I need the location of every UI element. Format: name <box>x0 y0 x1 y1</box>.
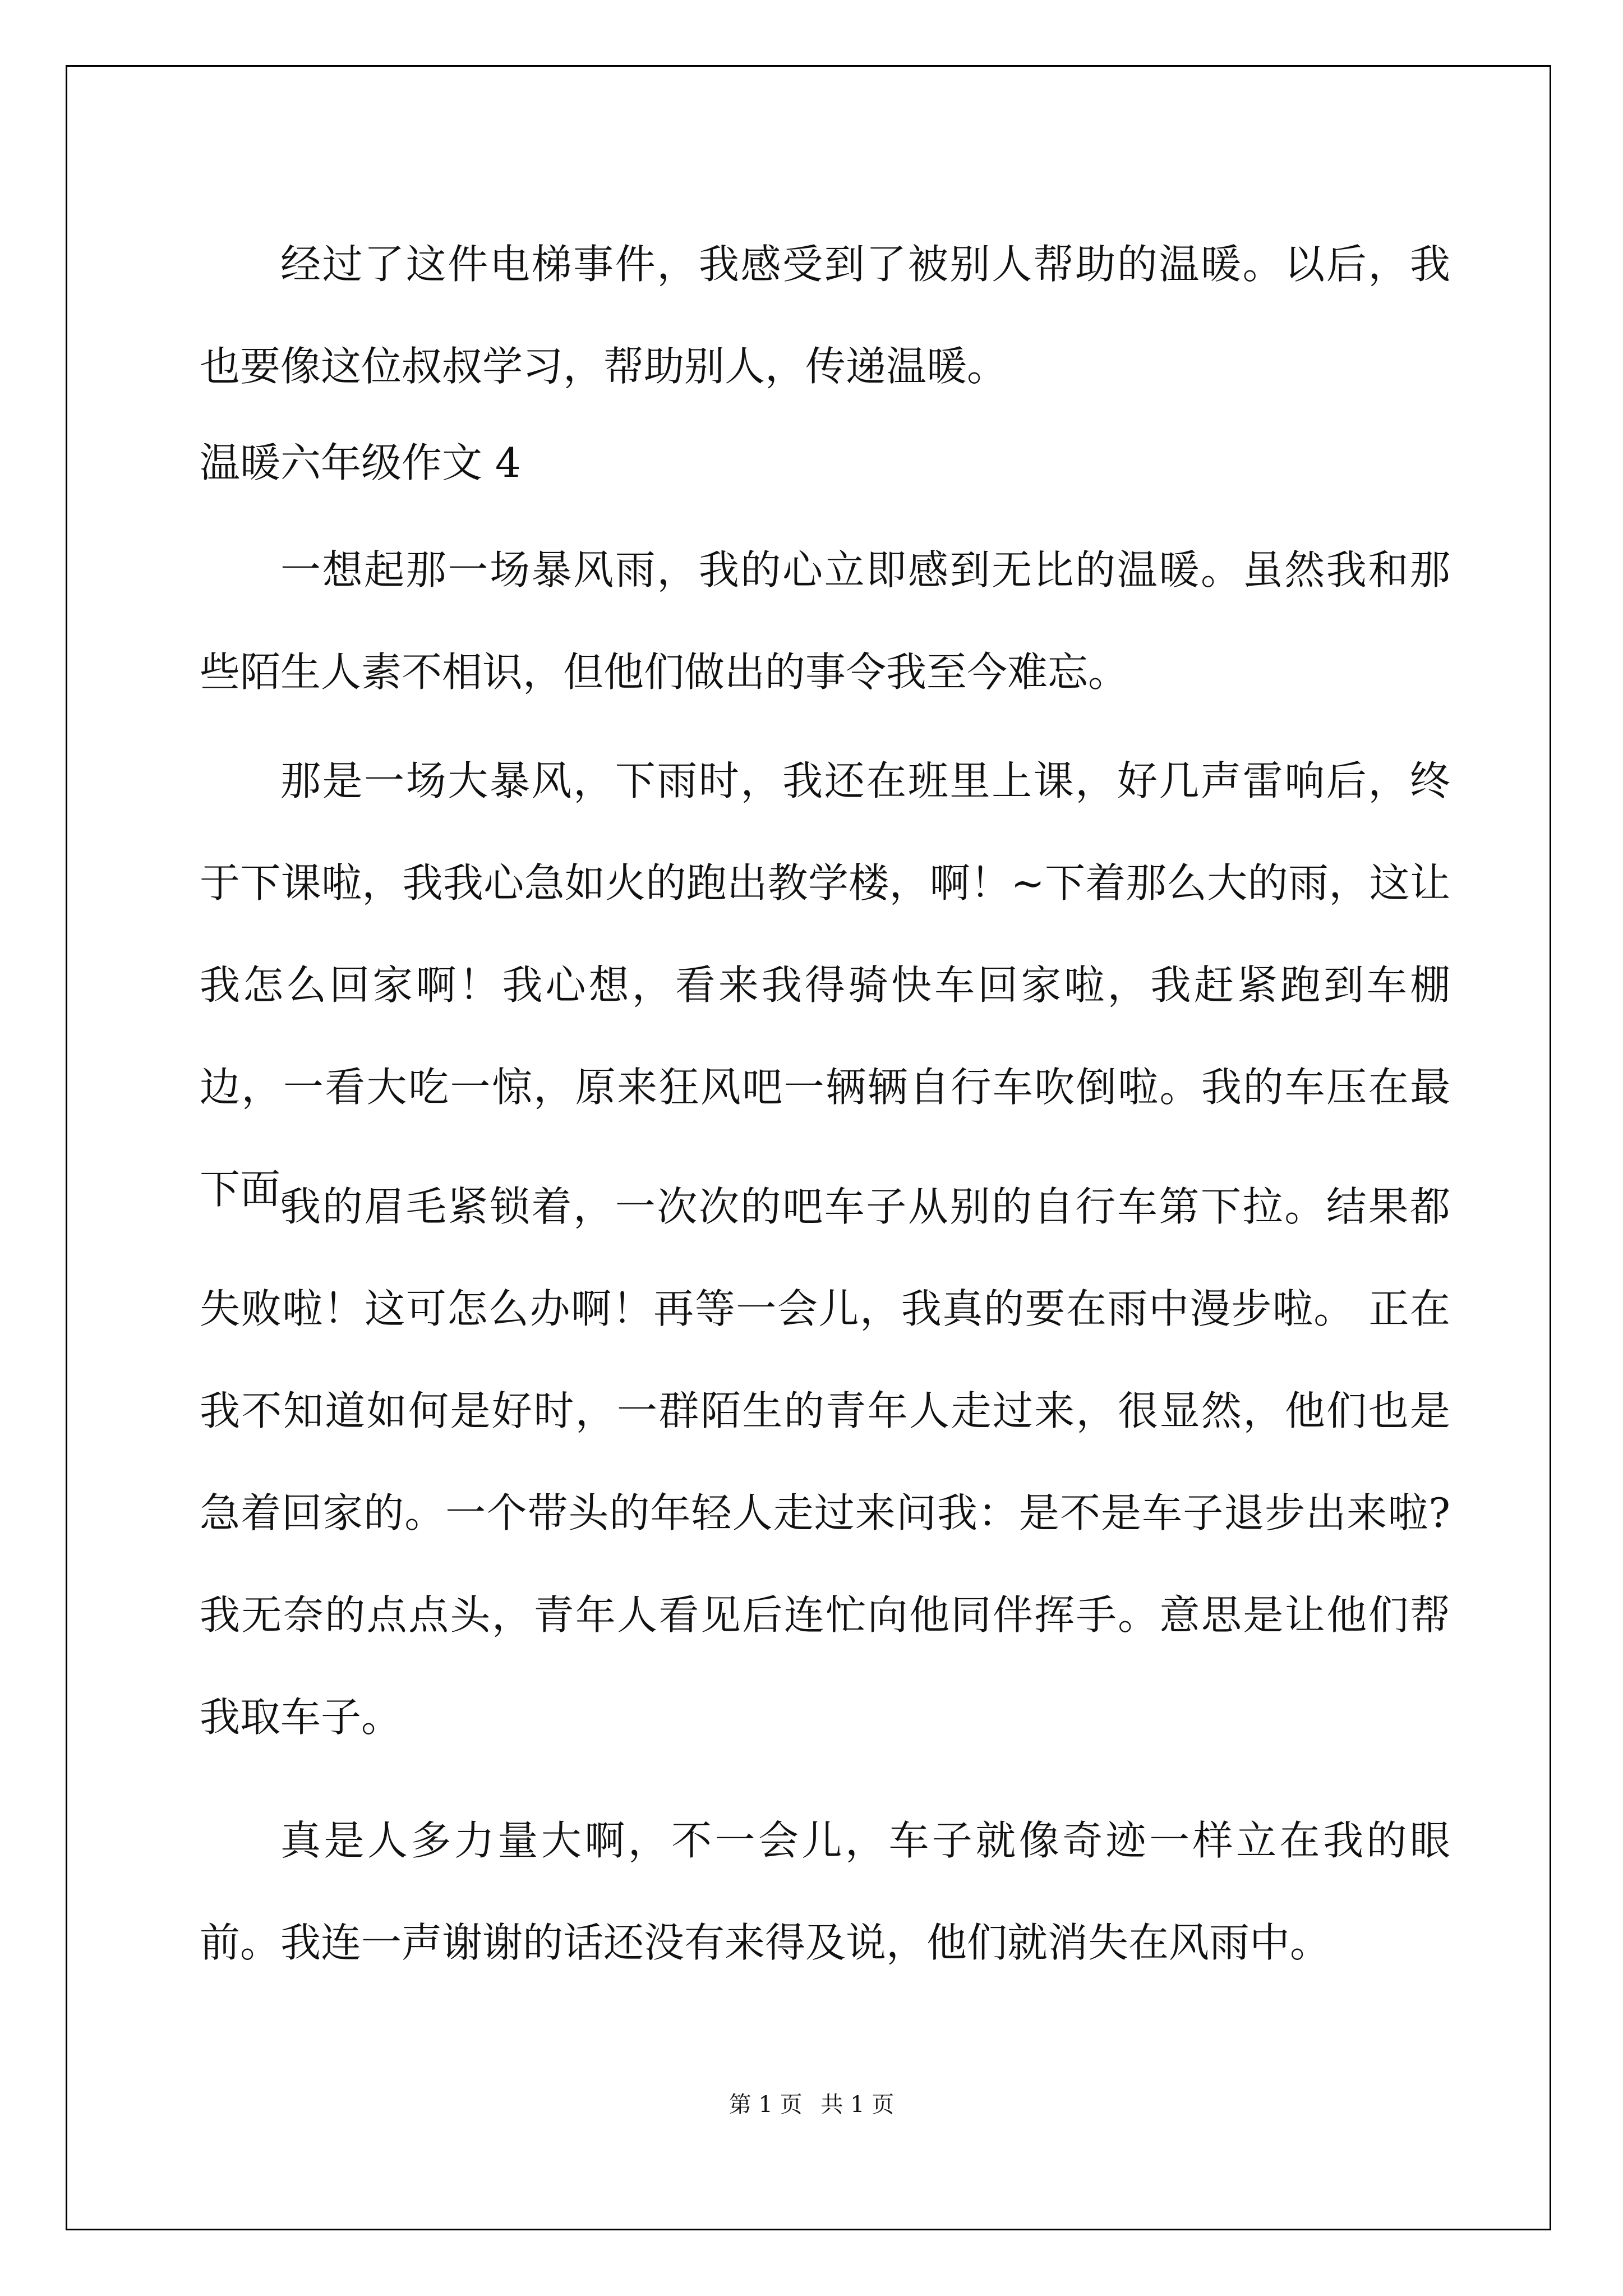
paragraph-2: 那是一场大暴风，下雨时，我还在班里上课，好几声雷响后，终于下课啦，我我心急如火的跑出教学楼，啊！~下着那么大的雨，这让我怎么回家啊！我心想，看来我得骑快车回家啦，我赶紧跑到车棚边，一看大吃一惊，原来狂风吧一辆辆自行车吹倒啦。我的车压在最下面。 <box>200 757 1450 1213</box>
page-number: 第 1 页 <box>728 2092 803 2118</box>
page-total: 共 1 页 <box>820 2092 895 2118</box>
section-heading: 温暖六年级作文 4 <box>200 439 521 486</box>
paragraph-intro: 经过了这件电梯事件，我感受到了被别人帮助的温暖。以后，我也要像这位叔叔学习，帮助别人，传递温暖。 <box>200 241 1450 390</box>
paragraph-1: 一想起那一场暴风雨，我的心立即感到无比的温暖。虽然我和那些陌生人素不相识，但他们做出的事令我至今难忘。 <box>200 546 1450 696</box>
paragraph-3: 我的眉毛紧锁着，一次次的吧车子从别的自行车第下拉。结果都失败啦！这可怎么办啊！再等一会儿，我真的要在雨中漫步啦。 正在我不知道如何是好时，一群陌生的青年人走过来，很显然，他们也是急着回家的。一个带头的年轻人走过来问我：是不是车子退步出来啦?我无奈的点点头，青年人看见后连忙向他同伴挥手。意思是让他们帮我取车子。 <box>200 1183 1450 1741</box>
paragraph-4: 真是人多力量大啊，不一会儿，车子就像奇迹一样立在我的眼前。我连一声谢谢的话还没有来得及说，他们就消失在风雨中。 <box>200 1817 1450 1966</box>
page-footer <box>0 2087 1623 2119</box>
